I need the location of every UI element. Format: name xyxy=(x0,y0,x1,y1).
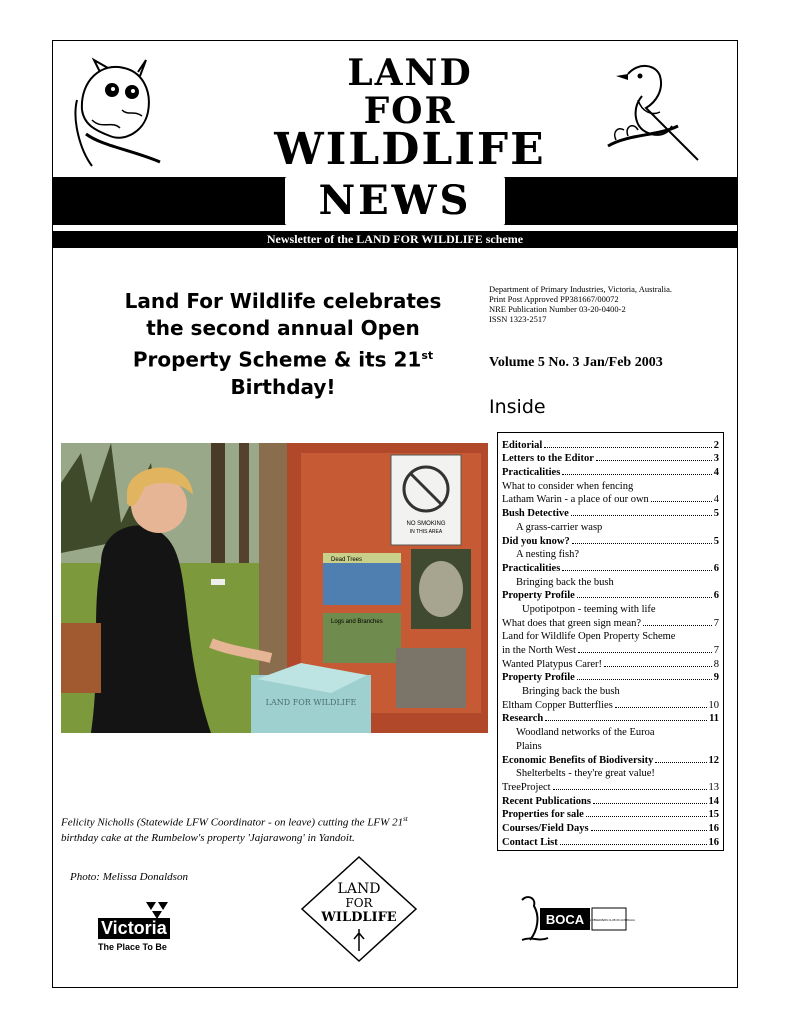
cover-headline xyxy=(108,288,458,401)
toc-item-page: 10 xyxy=(708,699,719,711)
toc-item-title: Shelterbelts - they're great value! xyxy=(516,768,655,780)
toc-item-leader xyxy=(577,679,712,680)
toc-item xyxy=(502,670,719,684)
photo-caption xyxy=(61,812,441,846)
toc-item-leader xyxy=(655,762,706,763)
toc-item-page: 4 xyxy=(713,494,719,506)
toc-item-leader xyxy=(604,666,712,667)
toc-item-title: Woodland networks of the Euroa xyxy=(516,727,655,739)
toc-item-leader xyxy=(545,720,707,721)
victoria-tagline: The Place To Be xyxy=(98,942,167,952)
toc-item-title: Upotipotpon - teeming with life xyxy=(522,603,656,615)
toc-item-title: Eltham Copper Butterflies xyxy=(502,699,613,711)
toc-item xyxy=(502,615,719,629)
inside-heading: Inside xyxy=(489,396,546,418)
toc-item-title: Contact List xyxy=(502,836,558,848)
toc-item xyxy=(502,656,719,670)
toc-item xyxy=(502,766,719,780)
toc-item xyxy=(502,492,719,506)
toc-item xyxy=(502,752,719,766)
contents-list xyxy=(497,432,724,851)
nre-line: NRE Publication Number 03-20-0400-2 xyxy=(489,304,626,314)
toc-item-page: 7 xyxy=(713,645,719,656)
toc-item-page: 14 xyxy=(708,795,719,807)
toc-item-leader xyxy=(643,625,712,626)
photo-sign-line1: NO SMOKING xyxy=(406,521,446,527)
toc-item-title: A nesting fish? xyxy=(516,549,579,561)
toc-item-leader xyxy=(553,789,707,790)
toc-item-page: 2 xyxy=(713,439,719,451)
toc-item xyxy=(502,588,719,602)
toc-item-leader xyxy=(577,597,712,598)
toc-item-title: Bringing back the bush xyxy=(522,686,620,698)
toc-item xyxy=(502,533,719,547)
toc-item-leader xyxy=(544,447,711,448)
post-line: Print Post Approved PP381667/00072 xyxy=(489,294,619,304)
toc-item-page: 16 xyxy=(708,822,719,834)
toc-item-title: Plains xyxy=(516,740,542,752)
newsletter-subtitle: Newsletter of the LAND FOR WILDLIFE scheme xyxy=(53,231,737,248)
toc-item xyxy=(502,451,719,465)
toc-item-leader xyxy=(593,803,707,804)
toc-item-leader xyxy=(571,515,712,516)
issn-line: ISSN 1323-2517 xyxy=(489,314,547,324)
toc-item-page: 11 xyxy=(709,713,719,725)
boca-text: BOCA xyxy=(545,912,585,927)
toc-item-title: Courses/Field Days xyxy=(502,822,589,834)
toc-item xyxy=(502,519,719,533)
toc-item-page: 3 xyxy=(713,453,719,465)
toc-item-page: 8 xyxy=(713,658,719,670)
lfw-logo xyxy=(300,855,418,963)
toc-item-title: Research xyxy=(502,713,544,725)
toc-item-page: 4 xyxy=(713,467,719,479)
toc-item-title: Bringing back the bush xyxy=(516,576,614,588)
toc-item xyxy=(502,711,719,725)
toc-item-title: Bush Detective xyxy=(502,508,569,520)
toc-item-page: 15 xyxy=(708,809,719,821)
toc-item xyxy=(502,820,719,834)
toc-item-page: 13 xyxy=(708,781,719,793)
toc-item-page: 12 xyxy=(708,754,719,766)
toc-item-title: Economic Benefits of Biodiversity xyxy=(502,754,654,766)
cover-photo xyxy=(61,443,488,733)
caption-sup: st xyxy=(403,815,408,823)
toc-item-title: Letters to the Editor xyxy=(502,453,594,465)
toc-item-title: A grass-carrier wasp xyxy=(516,521,603,533)
toc-item-title: Did you know? xyxy=(502,535,570,547)
toc-item-page: 16 xyxy=(708,836,719,848)
toc-item-title: TreeProject xyxy=(502,781,551,793)
toc-item-title: What does that green sign mean? xyxy=(502,617,642,629)
caption-text-end: birthday cake at the Rumbelow's property 'Jajarawong' in Yandoit. xyxy=(61,831,355,844)
publication-info xyxy=(489,284,719,324)
headline-text-end: Birthday! xyxy=(230,374,336,399)
toc-item-title: Editorial xyxy=(502,439,543,451)
toc-item xyxy=(502,629,719,643)
toc-item-leader xyxy=(651,501,712,502)
toc-item xyxy=(502,642,719,656)
toc-item-title: Land for Wildlife Open Property Scheme xyxy=(502,631,676,643)
toc-item-leader xyxy=(578,652,712,653)
toc-item xyxy=(502,683,719,697)
photo-sign-line2: IN THIS AREA xyxy=(409,529,443,535)
toc-item-leader xyxy=(586,816,707,817)
lfw-logo-land: LAND xyxy=(337,881,381,897)
lfw-logo-for: FOR xyxy=(345,896,373,910)
toc-item xyxy=(502,779,719,793)
headline-text: Land For Wildlife celebrates the second annual Open Property Scheme & its 21 xyxy=(124,289,442,372)
toc-item-leader xyxy=(562,570,711,571)
toc-item-page: 5 xyxy=(713,508,719,520)
photo-poster2: Logs and Branches xyxy=(331,619,383,625)
possum-illustration xyxy=(72,50,167,170)
toc-item xyxy=(502,793,719,807)
dept-line: Department of Primary Industries, Victoria, Australia. xyxy=(489,284,672,294)
toc-item-leader xyxy=(596,460,712,461)
boca-small-text: BIRDS OBSERVERS CLUB OF AUSTRALIA xyxy=(583,919,635,922)
masthead-wildlife: WILDLIFE xyxy=(274,124,546,175)
toc-item xyxy=(502,574,719,588)
caption-text: Felicity Nicholls (Statewide LFW Coordinator - on leave) cutting the LFW 21 xyxy=(61,816,404,829)
photo-poster1: Dead Trees xyxy=(331,557,363,563)
headline-sup: st xyxy=(421,349,434,362)
boca-logo xyxy=(518,890,635,948)
toc-item xyxy=(502,807,719,821)
toc-item xyxy=(502,464,719,478)
toc-item-title: in the North West xyxy=(502,645,576,656)
photo-credit: Photo: Melissa Donaldson xyxy=(70,871,188,883)
toc-item xyxy=(502,738,719,752)
toc-item-title: Wanted Platypus Carer! xyxy=(502,658,603,670)
toc-item-title: Properties for sale xyxy=(502,809,584,821)
toc-item-title: Property Profile xyxy=(502,672,575,684)
toc-item-page: 5 xyxy=(713,535,719,547)
masthead-land: LAND xyxy=(347,52,473,94)
toc-item-title: What to consider when fencing xyxy=(502,480,634,492)
lfw-logo-wildlife: WILDLIFE xyxy=(321,910,397,925)
toc-item-leader xyxy=(615,707,707,708)
toc-item-title: Recent Publications xyxy=(502,795,591,807)
toc-item-page: 9 xyxy=(713,672,719,684)
toc-item xyxy=(502,547,719,561)
victoria-logo xyxy=(92,900,174,958)
volume-label: Volume 5 No. 3 Jan/Feb 2003 xyxy=(489,355,663,370)
toc-item xyxy=(502,505,719,519)
victoria-text: Victoria xyxy=(98,918,170,939)
toc-item-leader xyxy=(591,830,707,831)
toc-item-page: 6 xyxy=(713,562,719,574)
toc-item-page: 7 xyxy=(713,617,719,629)
toc-item xyxy=(502,601,719,615)
toc-item xyxy=(502,724,719,738)
photo-cake-text: LAND FOR WILDLIFE xyxy=(265,698,357,707)
toc-item xyxy=(502,560,719,574)
toc-item-leader xyxy=(562,474,711,475)
news-banner xyxy=(53,177,737,225)
news-title: NEWS xyxy=(285,177,505,225)
toc-item xyxy=(502,697,719,711)
masthead-for: FOR xyxy=(363,90,457,132)
bird-illustration xyxy=(598,56,708,166)
toc-item-leader xyxy=(572,543,712,544)
toc-item xyxy=(502,437,719,451)
toc-item-title: Latham Warin - a place of our own xyxy=(502,494,649,506)
toc-item xyxy=(502,834,719,848)
toc-item-title: Property Profile xyxy=(502,590,575,602)
toc-item-title: Practicalities xyxy=(502,467,561,479)
toc-item-page: 6 xyxy=(713,590,719,602)
toc-item xyxy=(502,478,719,492)
toc-item-leader xyxy=(560,844,707,845)
toc-item-title: Practicalities xyxy=(502,562,561,574)
